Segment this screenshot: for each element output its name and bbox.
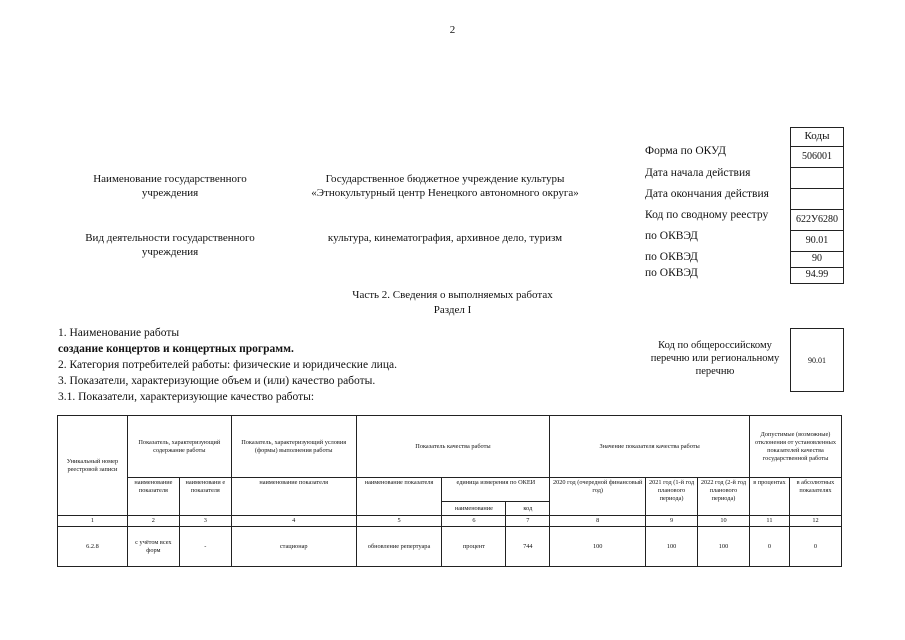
col-number: 7 bbox=[506, 516, 550, 527]
code-end-date bbox=[791, 188, 844, 209]
quality-heading: 3.1. Показатели, характеризующие качество работы: bbox=[58, 391, 315, 403]
header-unit-code: код bbox=[506, 502, 550, 516]
activity-value: культура, кинематография, архивное дело, туризм bbox=[327, 232, 563, 244]
header-year-2020: 2020 год (очередной финансовый год) bbox=[550, 478, 646, 516]
col-number: 10 bbox=[698, 516, 750, 527]
codes-header: Коды bbox=[791, 128, 844, 147]
codes-table bbox=[790, 127, 844, 284]
header-quality-value: Значение показателя качества работы bbox=[550, 416, 750, 478]
codes-label-end-date: Дата окончания действия bbox=[645, 188, 769, 200]
indicators-heading: 3. Показатели, характеризующие объем и (или) качество работы. bbox=[58, 375, 376, 387]
cell-value-2020: 100 bbox=[550, 527, 646, 567]
header-year-2021: 2021 год (1-й год планового периода) bbox=[646, 478, 698, 516]
cell-value-2021: 100 bbox=[646, 527, 698, 567]
cell-unit-name: процент bbox=[442, 527, 506, 567]
work-name-value: создание концертов и концертных программ. bbox=[58, 343, 294, 355]
cell-deviation-absolute: 0 bbox=[789, 527, 841, 567]
header-absolute: в абсолютных показателях bbox=[789, 478, 841, 516]
col-number: 1 bbox=[58, 516, 128, 527]
codes-label-okved-1: по ОКВЭД bbox=[645, 230, 698, 242]
codes-label-start-date: Дата начала действия bbox=[645, 167, 751, 179]
cell-quality-name: обновление репертуара bbox=[356, 527, 442, 567]
col-number: 2 bbox=[127, 516, 179, 527]
header-quality-indicator: Показатель качества работы bbox=[356, 416, 550, 478]
cell-deviation-percent: 0 bbox=[749, 527, 789, 567]
header-deviation: Допустимые (возможные) отклонения от установленных показателей качества государственной работы bbox=[749, 416, 841, 478]
col-number: 6 bbox=[442, 516, 506, 527]
institution-label: Наименование государственного учреждения bbox=[93, 173, 247, 199]
header-content-name-1: наименование показателя bbox=[127, 478, 179, 516]
table-row bbox=[58, 527, 842, 567]
code-start-date bbox=[791, 167, 844, 188]
registry-label: Код по общероссийскому перечню или региональному перечню bbox=[650, 340, 780, 377]
work-name-label: 1. Наименование работы bbox=[58, 327, 180, 339]
registry-code: 90.01 bbox=[790, 328, 844, 392]
codes-label-registry: Код по сводному реестру bbox=[645, 209, 769, 221]
page-number: 2 bbox=[449, 24, 456, 36]
cell-unique-number: 6.2.8 bbox=[58, 527, 128, 567]
cell-value-2022: 100 bbox=[698, 527, 750, 567]
header-quality-name: наименование показателя bbox=[356, 478, 442, 516]
cell-unit-code: 744 bbox=[506, 527, 550, 567]
header-unit: единица измерения по ОКЕИ bbox=[442, 478, 550, 502]
header-percent: в процентах bbox=[749, 478, 789, 516]
quality-indicators-table bbox=[57, 415, 842, 567]
institution-name: Государственное бюджетное учреждение культуры «Этнокультурный центр Ненецкого автономного округа» bbox=[311, 173, 579, 199]
cell-condition: стационар bbox=[231, 527, 356, 567]
code-okved-3: 94.99 bbox=[791, 267, 844, 283]
part-heading: Часть 2. Сведения о выполняемых работах bbox=[352, 289, 553, 301]
cell-content-2: - bbox=[179, 527, 231, 567]
col-number: 4 bbox=[231, 516, 356, 527]
col-number: 8 bbox=[550, 516, 646, 527]
header-unique-number: Уникальный номер реестровой записи bbox=[58, 416, 128, 516]
col-number: 3 bbox=[179, 516, 231, 527]
header-content-name-2: наименовани е показателя bbox=[179, 478, 231, 516]
codes-label-okud: Форма по ОКУД bbox=[645, 145, 726, 157]
codes-label-okved-2: по ОКВЭД bbox=[645, 251, 698, 263]
codes-label-okved-3: по ОКВЭД bbox=[645, 267, 698, 279]
header-year-2022: 2022 год (2-й год планового периода) bbox=[698, 478, 750, 516]
code-okved-1: 90.01 bbox=[791, 230, 844, 251]
col-number: 11 bbox=[749, 516, 789, 527]
header-work-content: Показатель, характеризующий содержание работы bbox=[127, 416, 231, 478]
activity-label: Вид деятельности государственного учреждения bbox=[85, 232, 255, 258]
col-number: 5 bbox=[356, 516, 442, 527]
code-okved-2: 90 bbox=[791, 251, 844, 267]
section-heading: Раздел I bbox=[433, 304, 472, 316]
cell-content-1: с учётом всех форм bbox=[127, 527, 179, 567]
code-registry: 622У6280 bbox=[791, 209, 844, 230]
header-condition-name: наименование показателя bbox=[231, 478, 356, 516]
col-number: 9 bbox=[646, 516, 698, 527]
header-conditions: Показатель, характеризующий условия (формы) выполнения работы bbox=[231, 416, 356, 478]
header-unit-name: наименование bbox=[442, 502, 506, 516]
col-number: 12 bbox=[789, 516, 841, 527]
code-okud: 506001 bbox=[791, 146, 844, 167]
consumer-category: 2. Категория потребителей работы: физические и юридические лица. bbox=[58, 359, 397, 371]
